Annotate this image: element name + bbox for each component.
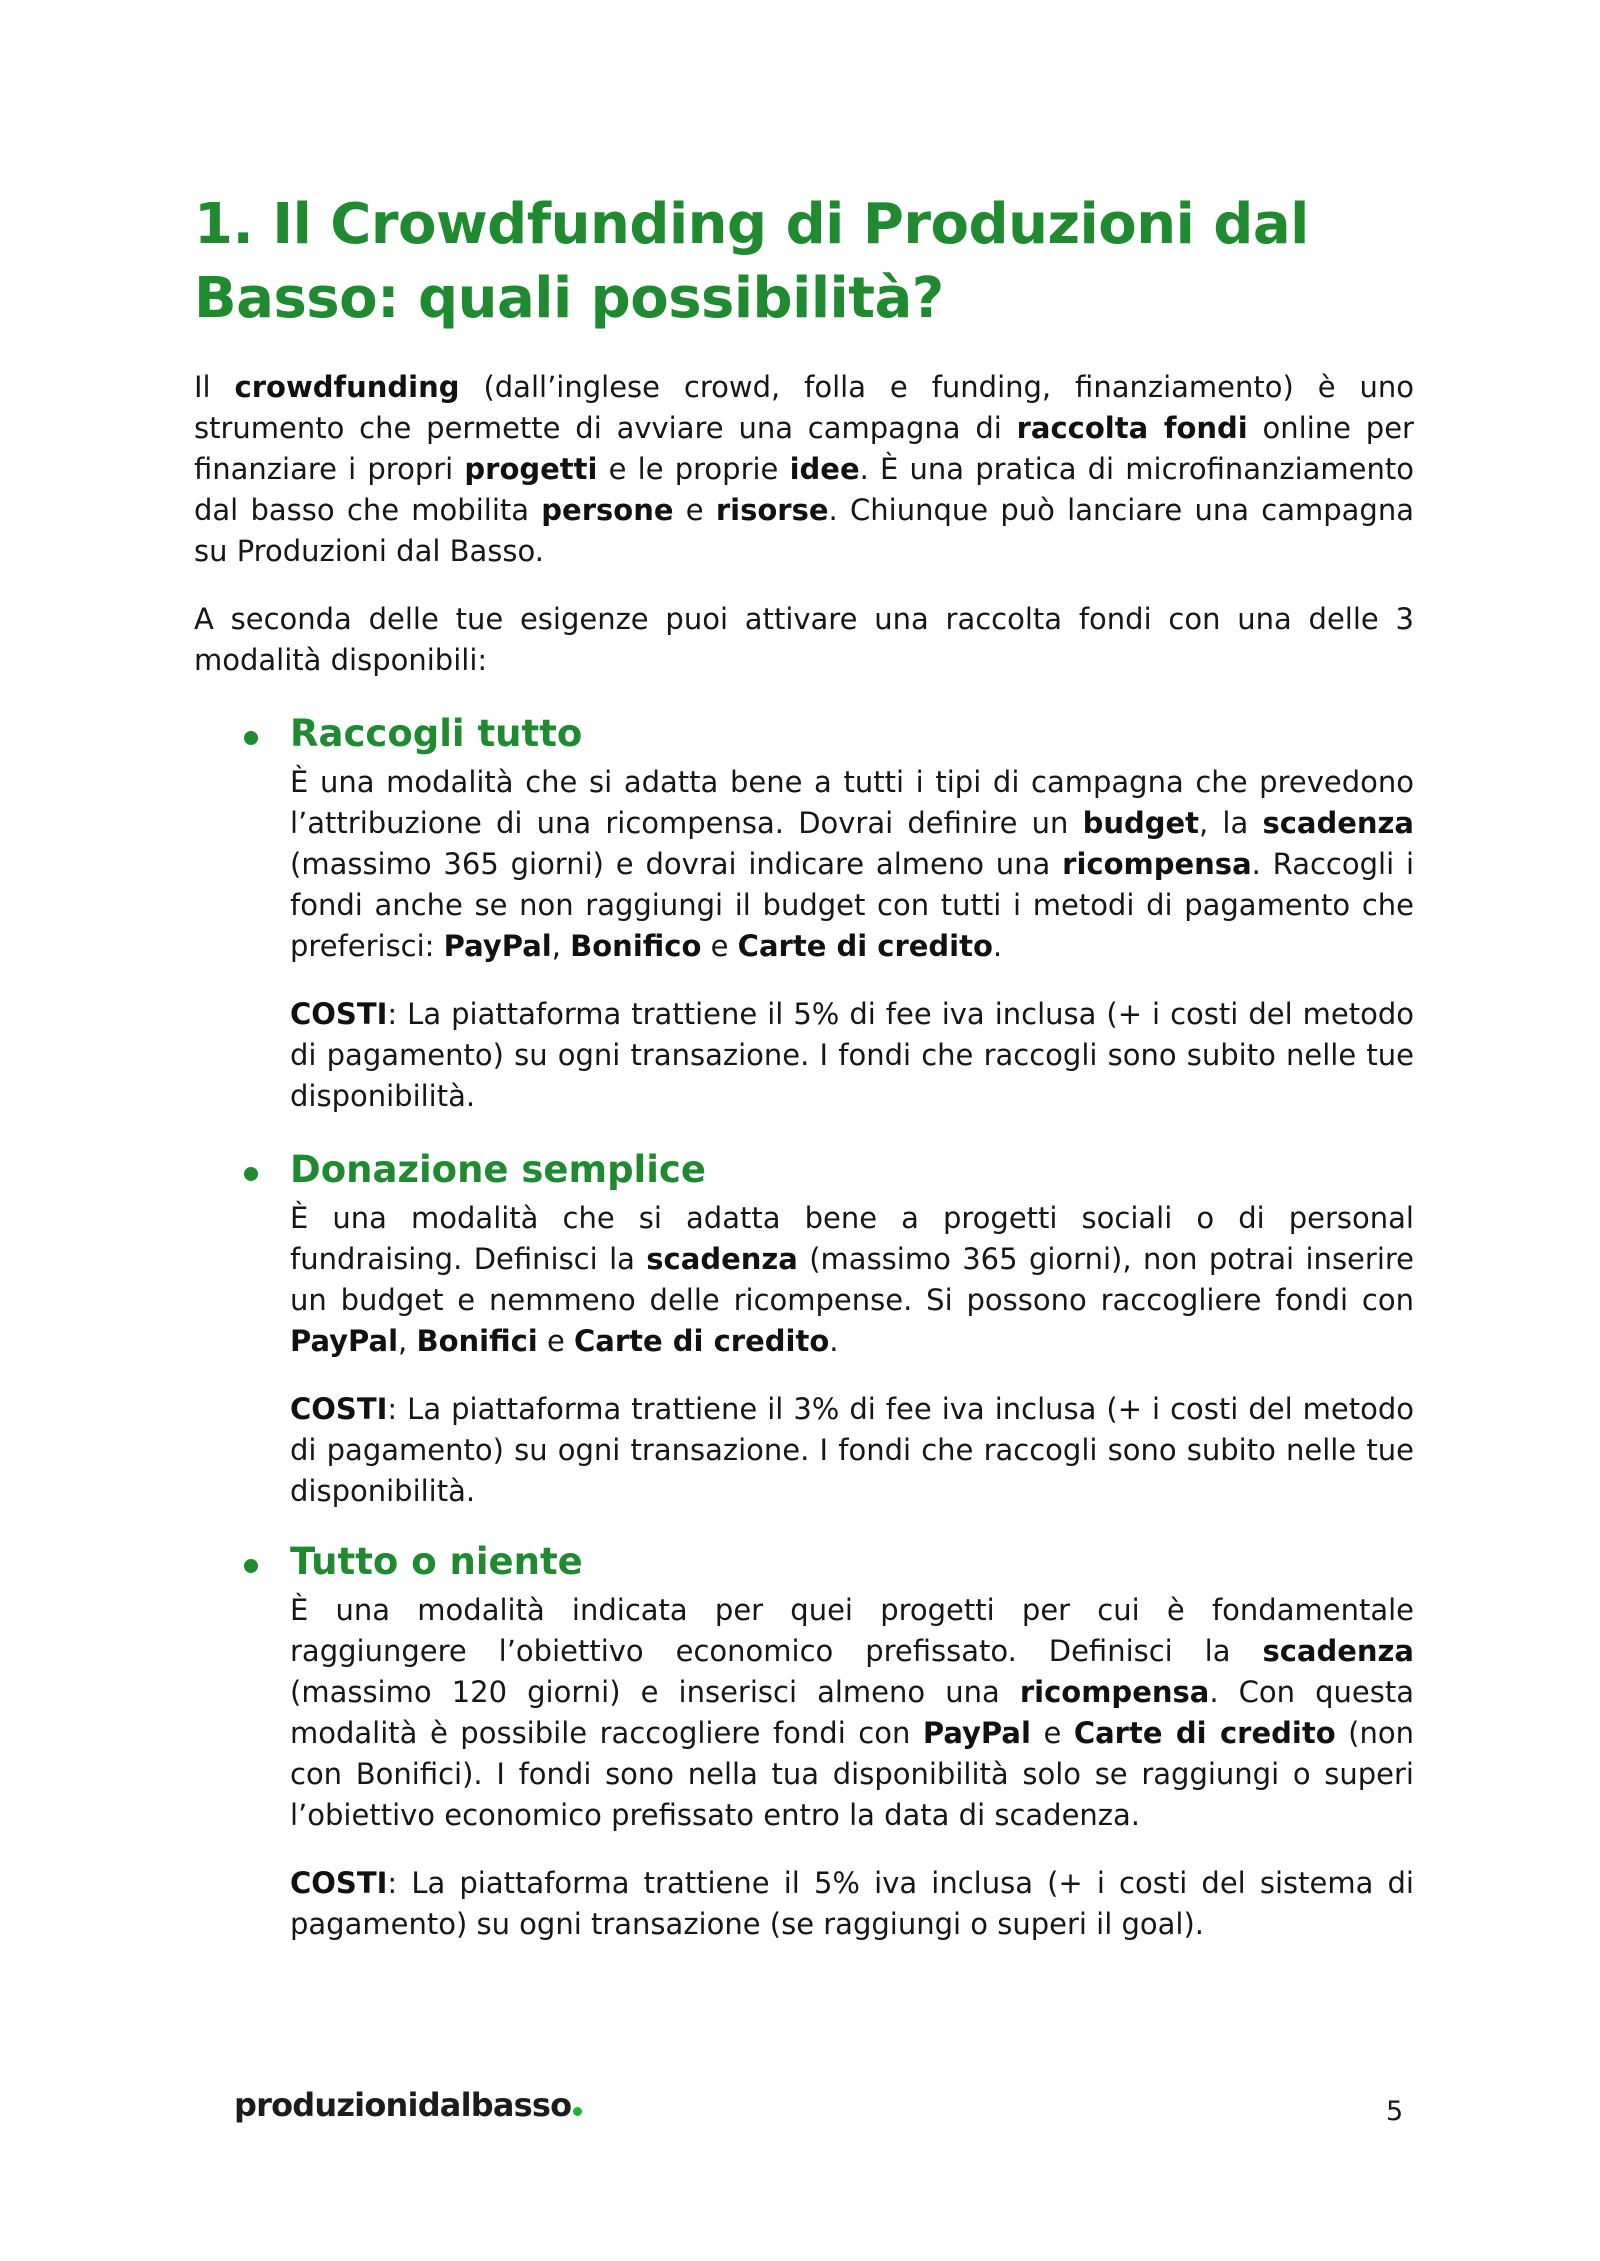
bullet-icon: [244, 1559, 258, 1573]
page-number: 5: [1386, 2096, 1404, 2127]
mode-title: Donazione semplice: [290, 1148, 706, 1191]
mode-costs: COSTI: La piattaforma trattiene il 3% di fee iva inclusa (+ i costi del metodo di pagamento) su ogni transazione. I fondi che raccogli sono subito nelle tue disponibilità.: [290, 1392, 1414, 1508]
mode-description: È una modalità che si adatta bene a tutti i tipi di campagna che prevedono l’attribuzione di una ricompensa. Dovrai definire un budget, la scadenza (massimo 365 giorni) e dovrai indicare almeno una ricompensa. Raccogli i fondi anche se non raggiungi il budget con tutti i metodi di pagamento che preferisci: PayPal, Bonifico e Carte di credito.: [290, 765, 1415, 963]
mode-title: Tutto o niente: [290, 1540, 583, 1583]
logo-dot-icon: [573, 2107, 582, 2116]
page-title: 1. Il Crowdfunding di Produzioni dal Basso: quali possibilità?: [194, 192, 1309, 331]
mode-description: È una modalità che si adatta bene a progetti sociali o di personal fundraising. Definisci la scadenza (massimo 365 giorni), non potrai inserire un budget e nemmeno delle ricompense. Si possono raccogliere fondi con PayPal, Bonifici e Carte di credito.: [290, 1201, 1414, 1358]
mode-costs: COSTI: La piattaforma trattiene il 5% di fee iva inclusa (+ i costi del metodo di pagamento) su ogni transazione. I fondi che raccogli sono subito nelle tue disponibilità.: [290, 997, 1414, 1113]
bullet-icon: [244, 1167, 258, 1181]
mode-title: Raccogli tutto: [290, 712, 583, 755]
intro-paragraph: Il crowdfunding (dall’inglese crowd, folla e funding, finanziamento) è uno strumento che permette di avviare una campagna di raccolta fondi online per finanziare i propri progetti e le proprie idee. È una pratica di microfinanziamento dal basso che mobilita persone e risorse. Chiunque può lanciare una campagna su Produzioni dal Basso.: [194, 370, 1415, 568]
mode-description: È una modalità indicata per quei progetti per cui è fondamentale raggiungere l’obiettivo economico prefissato. Definisci la scadenza (massimo 120 giorni) e inserisci almeno una ricompensa. Con questa modalità è possibile raccogliere fondi con PayPal e Carte di credito (non con Bonifici). I fondi sono nella tua disponibilità solo se raggiungi o superi l’obiettivo economico prefissato entro la data di scadenza.: [290, 1593, 1414, 1832]
bullet-icon: [244, 731, 258, 745]
modes-intro-paragraph: A seconda delle tue esigenze puoi attivare una raccolta fondi con una delle 3 modalità disponibili:: [194, 602, 1414, 677]
mode-costs: COSTI: La piattaforma trattiene il 5% iva inclusa (+ i costi del sistema di pagamento) su ogni transazione (se raggiungi o superi il goal).: [290, 1866, 1414, 1941]
brand-logo: produzionidalbasso: [234, 2086, 582, 2124]
